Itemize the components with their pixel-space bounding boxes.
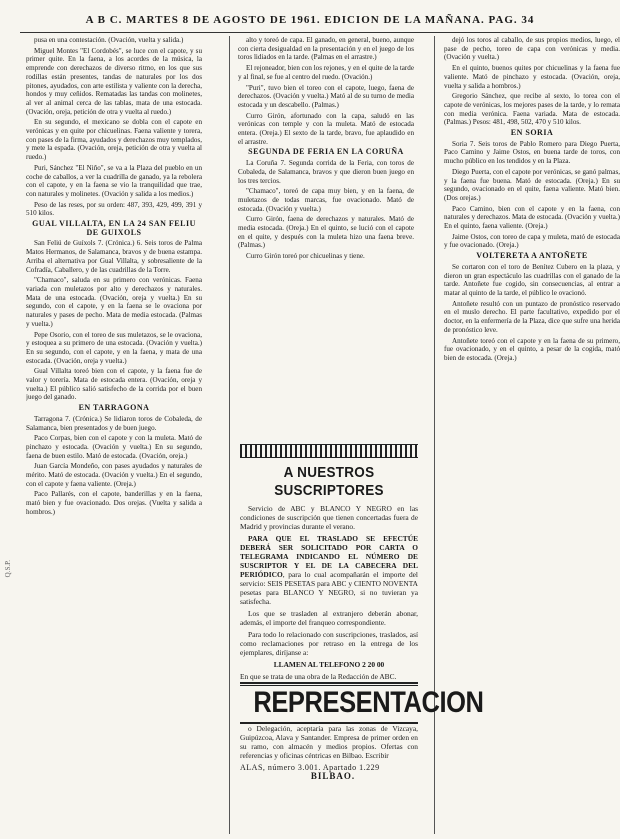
notice-title: A NUESTROS SUSCRIPTORES — [274, 464, 384, 499]
col3-paragraph: En el quinto, buenos quites por chicuelinas y la faena fue valiente. Mató de pinchazo y estocada. (Ovación, oreja, vuelta y salida a hombros.) — [444, 64, 620, 90]
representacion-ad-text — [240, 724, 418, 781]
col2-section-heading: SEGUNDA DE FERIA EN LA CORUÑA — [248, 147, 404, 157]
col1-paragraph: Pepe Osorio, con el toreo de sus muletazos, se le ovaciona, y estoquea a su primero de una estocada. (Ovación y vuelta.) En su segundo, con el capote, y en la faena, y mata de una estocada. (Ovación, oreja y vuelta.) — [26, 330, 202, 365]
col1-paragraph: En su segundo, el mexicano se dobla con el capote en verónicas y en quite por chicuelinas. Faena valiente y torera, con pases de la firma, ayudados y derechazos muy templados, y mete la espada. (Ovación, oreja, petición de otra y vuelta al ruedo.) — [26, 118, 202, 162]
col1-paragraph: Paco Pallarés, con el capote, banderillas y en la faena, mató bien y fue ovacionado. Dos orejas. (Vuelta y salida a hombros.) — [26, 490, 202, 516]
col1-paragraph: pusa en una contestación. (Ovación, vuelta y salida.) — [34, 36, 184, 44]
representacion-ad-title-box — [240, 682, 484, 724]
representacion-body: o Delegación, aceptaría para las zonas de Vizcaya, Guipúzcoa, Alava y Santander. Empresa de primer orden en su ramo, con almacén y medios propios. Ofertas con referencias y oficinas céntricas en Bilbao. Escribir — [240, 724, 418, 760]
notice-phone-line: LLAMEN AL TELEFONO 2 20 00 — [273, 660, 385, 669]
col3-paragraph: Diego Puerta, con el capote por verónicas, se ganó palmas, y la faena fue buena. Mató de estocada. (Oreja.) En su segundo, ovacionado en el quite, faena valiente. Mató bien. (Dos orejas.) — [444, 167, 620, 202]
column-3 — [444, 36, 620, 834]
col3-paragraph: Se cortaron con el toro de Benítez Cubero en la plaza, y dieron un gran espectáculo las cuadrillas con el ganado de la tarde. Antoñete fue cogido, sin consecuencias, al entrar a matar al quinto de la tarde, el público le ovacionó. — [444, 262, 620, 297]
margin-mark: Q.S.P. — [4, 560, 12, 578]
col3-paragraph: Gregorio Sánchez, que recibe al sexto, lo torea con el capote de verónicas, los mejores pases de la tarde, y lo remata con media verónica. Faena variada. Mata de estocada. (Palmas.) Pesos: 481, 498, 502, 470 y 510 kilos. — [444, 92, 620, 127]
col1-paragraph: Miguel Montes "El Cordobés", se luce con el capote, y su primer quite. En la faena, a los acordes de la música, la emprende con derechazos de diverso ritmo, en los que sus rodillas están presentes, tandas de naturales por los dos pitones, ayudados, con arte estilista y valiente con la derecha, hondos y muy ceñidos. Rematadas las tandas con molinetes, al ver al animal cerca de las tablas, mata de una estocada. (Ovación, oreja, petición de otra y vuelta al ruedo.) — [26, 46, 202, 116]
notice-paragraph: Para todo lo relacionado con suscripciones, traslados, así como reclamaciones por retraso en la entrega de los ejemplares, diríjanse a: — [240, 630, 418, 657]
col1-paragraph: Puri, Sánchez "El Niño", se va a la Plaza del pueblo en un coche de caballos, a ver la cuadrilla de ganado, ya la rebolera con el capote, y en la faena se vio la tranquilidad que trae, con naturales y molinetes. (Ovación y salida a los medios.) — [26, 163, 202, 198]
col3-section-heading: VOLTERETA A ANTOÑETE — [476, 251, 588, 261]
col3-paragraph: dejó los toros al caballo, de sus propios medios, luego, el pase de pecho, toreo de capa con verónicas y media. (Ovación y vuelta.) — [444, 36, 620, 62]
col2-paragraph: "Chamaco", toreó de capa muy bien, y en la faena, de muletazos de todas marcas, fue ovacionado. Mató de estocada. (Ovación y vuelta.) — [238, 187, 414, 213]
col3-paragraph: Antoñete toreó con el capote y en la faena de su primero, fue ovacionado, y en el quinto, a pesar de la cogida, mató bien de estocada. (Oreja.) — [444, 336, 620, 362]
notice-paragraph-2 — [240, 534, 418, 606]
column-2 — [238, 36, 414, 462]
notice-paragraph: Servicio de ABC y BLANCO Y NEGRO en las condiciones de suscripción que tienen concertadas fuera de Madrid y provincias durante el verano. — [240, 504, 418, 531]
col2-paragraph: "Puri", tuvo bien el toreo con el capote, luego, faena de derechazos. (Ovación y vuelta.) Mató al de su turno de media estocada y un descabello. (Palmas.) — [238, 83, 414, 109]
col2-paragraph: Curro Girón, afortunado con la capa, saludó en las verónicas con temple y con la muleta. Mató de estocada entera. (Oreja.) El sexto de la tarde, bravo, fue aplaudido en el arrastre. — [238, 111, 414, 146]
subscribers-notice — [240, 464, 418, 686]
representacion-address: ALAS, número 3.001. Apartado 1.229 — [240, 763, 380, 772]
col3-section-heading: EN SORIA — [510, 128, 554, 138]
col3-paragraph: Jaime Ostos, con toreo de capa y muleta, mató de estocada y fue ovacionado. (Oreja.) — [444, 232, 620, 250]
col3-paragraph: Paco Camino, bien con el capote y en la faena, con naturales y derechazos. Mata de estocada. (Ovación y vuelta.) En el quinto, faena valiente. (Oreja.) — [444, 204, 620, 231]
notice-strong-text: PARA QUE EL TRASLADO SE EFECTÚE DEBERÁ SER SOLICITADO POR CARTA O TELEGRAMA INDICANDO EL NÚMERO DE SUSCRIPTOR Y EL DE LA CABECERA DEL PERIÓDICO — [240, 534, 418, 579]
column-1 — [26, 36, 202, 834]
col2-paragraph: Curro Girón toreó por chicuelinas y tiene. — [246, 252, 365, 261]
col3-paragraph: Soria 7. Seis toros de Pablo Romero para Diego Puerta, Paco Camino y Jaime Ostos, en buena tarde de toros, con mucho público en los tendidos y en la Plaza. — [444, 139, 620, 166]
col2-paragraph: El rejoneador, bien con los rejones, y en el quite de la tarde y al final, se fue al centro del ruedo. (Ovación.) — [238, 64, 414, 81]
column-rule-left — [229, 36, 230, 834]
col2-paragraph: La Coruña 7. Segunda corrida de la Feria, con toros de Cobaleda, de Salamanca, bravos y que dieron buen juego en los tres tercios. — [238, 159, 414, 185]
col1-paragraph: Gual Villalta toreó bien con el capote, y la faena fue de valor y torería. Mata de estocada entera. (Ovación, oreja y vuelta.) El público salió satisfecho de la corrida por el buen juego del ganado. — [26, 367, 202, 402]
col1-section-heading: EN TARRAGONA — [78, 403, 150, 413]
col3-paragraph: Antoñete resultó con un puntazo de pronóstico reservado en el muslo derecho. El parte facultativo, expedido por el doctor, en la enfermería de la Plaza, dice que sufre una herida de pronóstico leve. — [444, 299, 620, 334]
notice-paragraph: Los que se trasladen al extranjero deberán abonar, además, el importe del franqueo correspondiente. — [240, 609, 418, 627]
col1-paragraph: San Feliú de Guíxols 7. (Crónica.) 6. Seis toros de Palma Matos Hermanos, de Salamanca, bravos y de buena estampa. Arriba el alternativa por Gual Villalta, y sobresaliente de la Cofradía, Caballero, y de las cuadrillas de la Torre. — [26, 239, 202, 274]
notice-foot: En que se trata de una obra de la Redacción de ABC. — [240, 672, 397, 681]
col1-paragraph: Tarragona 7. (Crónica.) Se lidiaron toros de Cobaleda, de Salamanca, bien presentados y de buen juego. — [26, 414, 202, 432]
notice-text: , para lo cual acompañarán el importe del servicio: SEIS PESETAS para ABC y CIENTO NOVENTA pesetas para BLANCO Y NEGRO, si no tuvieran ya satisfecha. — [240, 570, 418, 606]
notice-body — [240, 504, 418, 669]
decorative-border — [240, 444, 418, 458]
col1-paragraph: Peso de las reses, por su orden: 487, 393, 429, 499, 391 y 510 kilos. — [26, 200, 202, 218]
col1-paragraph: "Chamaco", saluda en su primero con verónicas. Faena variada con muletazos por alto y derechazos y naturales. Mata de una estocada. (Ovación, oreja y vuelta.) En su segundo, con el capote, y en la faena se le ovaciona por naturales y pases de pecho. Mata de media estocada. (Palmas y vuelta.) — [26, 276, 202, 328]
representacion-city: BILBAO. — [310, 771, 356, 781]
col2-paragraph: alto y toreó de capa. El ganado, en general, bueno, aunque con cierta desigualdad en la presentación y en el juego de los toros lidiados en la tarde. (Palmas en el arrastre.) — [238, 36, 414, 62]
col1-section-heading: GUAL VILLALTA, EN LA 24 SAN FELIU DE GUIXOLS — [32, 219, 196, 237]
col2-paragraph: Curro Girón, faena de derechazos y naturales. Mató de media estocada. (Oreja.) En el quinto, se lució con el capote en el quite, y después con la muleta hizo una faena breve. (Palmas.) — [238, 215, 414, 250]
representacion-title: REPRESENTACION — [253, 686, 484, 719]
running-head: A B C. MARTES 8 DE AGOSTO DE 1961. EDICION DE LA MAÑANA. PAG. 34 — [20, 10, 600, 33]
col1-paragraph: Paco Corpas, bien con el capote y con la muleta. Mató de pinchazo y estocada. (Ovación y vuelta.) En su segundo, faena de buen estilo. Mató de estocada. (Ovación, oreja.) — [26, 434, 202, 460]
col1-paragraph: Juan García Mondeño, con pases ayudados y naturales de mérito. Mató de estocada. (Ovación y vuelta.) En el segundo, con el capote y faena valiente. (Oreja.) — [26, 462, 202, 488]
